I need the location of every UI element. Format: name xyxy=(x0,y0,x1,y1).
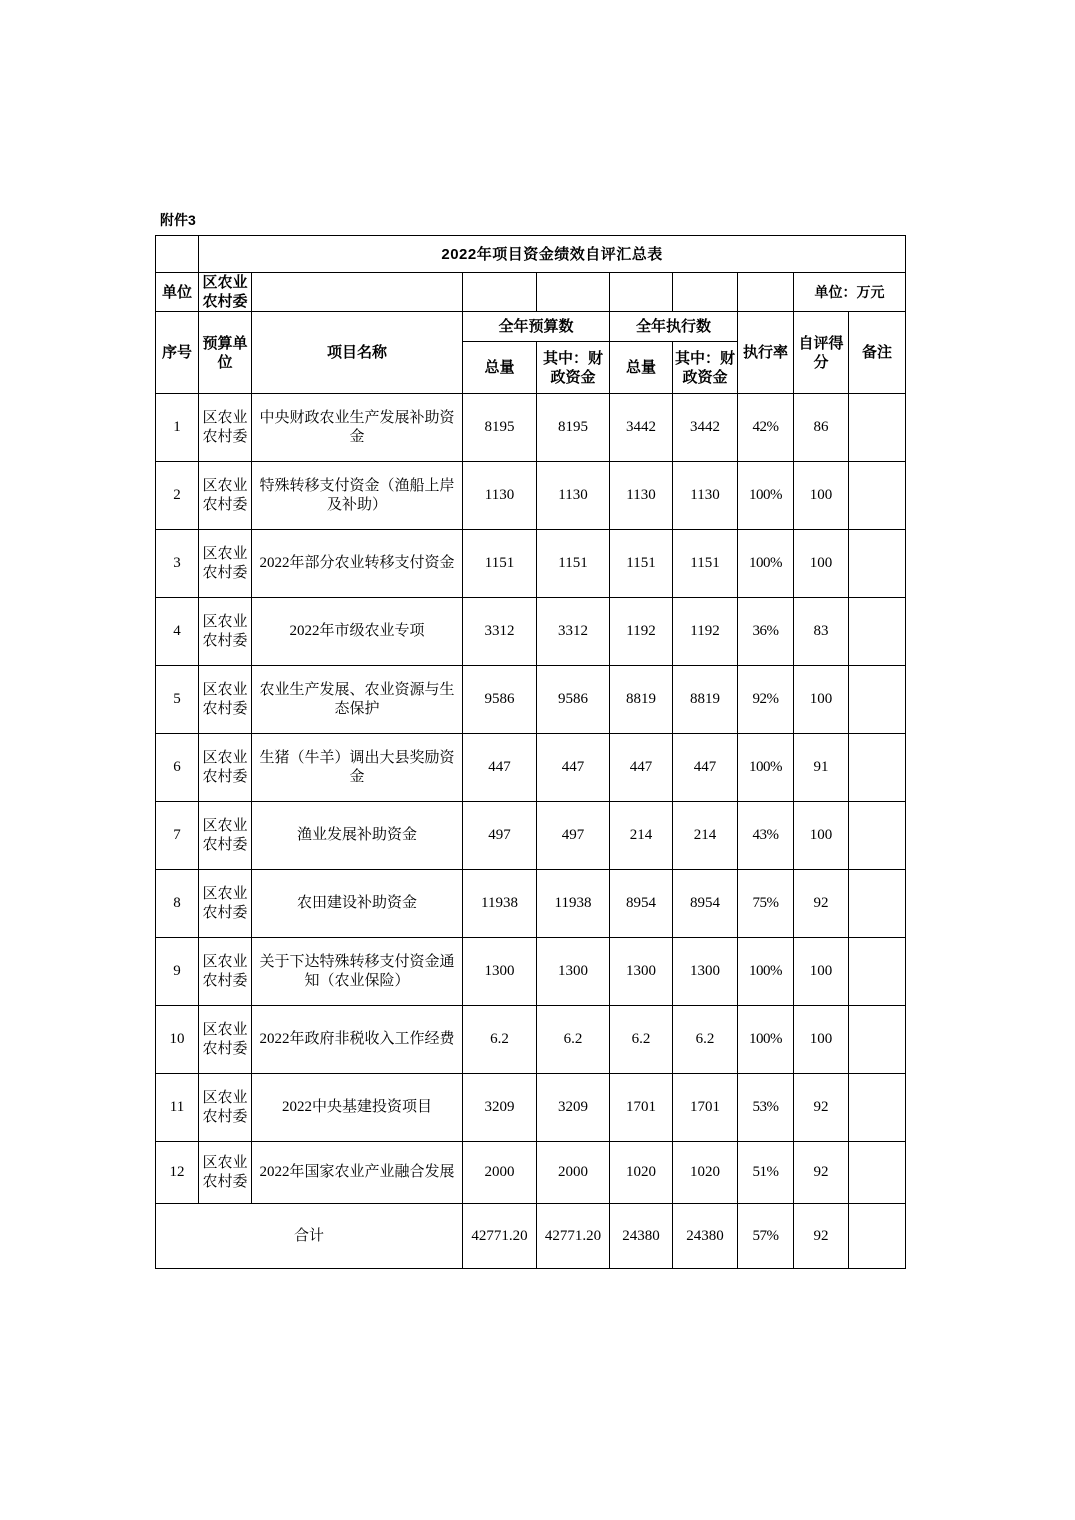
execution-rate-cell: 100% xyxy=(738,734,794,802)
total-exec-fiscal: 24380 xyxy=(673,1204,738,1269)
table-row xyxy=(156,666,906,734)
budget-total-cell: 1300 xyxy=(463,938,537,1006)
remark-cell xyxy=(849,666,906,734)
budget-fiscal-cell: 3209 xyxy=(537,1074,610,1142)
budget-unit-cell: 区农业农村委 xyxy=(199,462,252,530)
seq-cell: 4 xyxy=(156,598,199,666)
exec-fiscal-cell: 214 xyxy=(673,802,738,870)
table-row xyxy=(156,1006,906,1074)
budget-fiscal-cell: 497 xyxy=(537,802,610,870)
budget-fiscal-cell: 11938 xyxy=(537,870,610,938)
seq-cell: 3 xyxy=(156,530,199,598)
project-name-cell: 农田建设补助资金 xyxy=(252,870,463,938)
budget-unit-cell: 区农业农村委 xyxy=(199,666,252,734)
project-name-cell: 2022年国家农业产业融合发展 xyxy=(252,1142,463,1204)
header-budget-fiscal: 其中：财政资金 xyxy=(537,342,610,394)
currency-unit: 单位：万元 xyxy=(794,273,906,312)
header-budget-total: 总量 xyxy=(463,342,537,394)
exec-total-cell: 1701 xyxy=(610,1074,673,1142)
budget-total-cell: 3209 xyxy=(463,1074,537,1142)
budget-total-cell: 1151 xyxy=(463,530,537,598)
exec-total-cell: 1300 xyxy=(610,938,673,1006)
budget-fiscal-cell: 1151 xyxy=(537,530,610,598)
total-budget-fiscal: 42771.20 xyxy=(537,1204,610,1269)
execution-rate-cell: 100% xyxy=(738,462,794,530)
remark-cell xyxy=(849,802,906,870)
project-name-cell: 2022年政府非税收入工作经费 xyxy=(252,1006,463,1074)
title-blank-cell xyxy=(156,236,199,273)
execution-rate-cell: 100% xyxy=(738,1006,794,1074)
project-name-cell: 生猪（牛羊）调出大县奖励资金 xyxy=(252,734,463,802)
header-remarks: 备注 xyxy=(849,312,906,394)
total-label: 合计 xyxy=(156,1204,463,1269)
seq-cell: 9 xyxy=(156,938,199,1006)
budget-total-cell: 1130 xyxy=(463,462,537,530)
remark-cell xyxy=(849,394,906,462)
exec-total-cell: 3442 xyxy=(610,394,673,462)
budget-unit-cell: 区农业农村委 xyxy=(199,1142,252,1204)
remark-cell xyxy=(849,870,906,938)
execution-rate-cell: 43% xyxy=(738,802,794,870)
project-name-cell: 农业生产发展、农业资源与生态保护 xyxy=(252,666,463,734)
unit-name: 区农业农村委 xyxy=(199,273,252,312)
empty-cell xyxy=(252,273,463,312)
total-execution-rate: 57% xyxy=(738,1204,794,1269)
execution-rate-cell: 100% xyxy=(738,530,794,598)
header-exec-total: 总量 xyxy=(610,342,673,394)
budget-total-cell: 9586 xyxy=(463,666,537,734)
budget-fiscal-cell: 9586 xyxy=(537,666,610,734)
execution-rate-cell: 51% xyxy=(738,1142,794,1204)
table-row xyxy=(156,598,906,666)
budget-total-cell: 6.2 xyxy=(463,1006,537,1074)
remark-cell xyxy=(849,734,906,802)
self-score-cell: 92 xyxy=(794,1074,849,1142)
total-self-score: 92 xyxy=(794,1204,849,1269)
budget-total-cell: 11938 xyxy=(463,870,537,938)
budget-fiscal-cell: 1300 xyxy=(537,938,610,1006)
header-row xyxy=(156,312,906,342)
attachment-label: 附件3 xyxy=(160,212,196,228)
exec-total-cell: 214 xyxy=(610,802,673,870)
remark-cell xyxy=(849,1074,906,1142)
budget-total-cell: 2000 xyxy=(463,1142,537,1204)
remark-cell xyxy=(849,938,906,1006)
budget-unit-cell: 区农业农村委 xyxy=(199,938,252,1006)
table-row xyxy=(156,802,906,870)
budget-total-cell: 8195 xyxy=(463,394,537,462)
seq-cell: 8 xyxy=(156,870,199,938)
budget-fiscal-cell: 447 xyxy=(537,734,610,802)
total-row xyxy=(156,1204,906,1269)
exec-fiscal-cell: 3442 xyxy=(673,394,738,462)
project-name-cell: 中央财政农业生产发展补助资金 xyxy=(252,394,463,462)
exec-total-cell: 6.2 xyxy=(610,1006,673,1074)
exec-total-cell: 8954 xyxy=(610,870,673,938)
exec-fiscal-cell: 447 xyxy=(673,734,738,802)
budget-unit-cell: 区农业农村委 xyxy=(199,394,252,462)
header-seq: 序号 xyxy=(156,312,199,394)
execution-rate-cell: 42% xyxy=(738,394,794,462)
budget-total-cell: 497 xyxy=(463,802,537,870)
seq-cell: 12 xyxy=(156,1142,199,1204)
remark-cell xyxy=(849,530,906,598)
remark-cell xyxy=(849,1006,906,1074)
empty-cell xyxy=(738,273,794,312)
seq-cell: 11 xyxy=(156,1074,199,1142)
header-budget-unit: 预算单位 xyxy=(199,312,252,394)
exec-fiscal-cell: 8954 xyxy=(673,870,738,938)
exec-total-cell: 1192 xyxy=(610,598,673,666)
budget-fiscal-cell: 3312 xyxy=(537,598,610,666)
self-score-cell: 92 xyxy=(794,1142,849,1204)
header-annual-budget: 全年预算数 xyxy=(463,312,610,342)
table-row xyxy=(156,870,906,938)
table-row xyxy=(156,734,906,802)
exec-fiscal-cell: 1130 xyxy=(673,462,738,530)
remark-cell xyxy=(849,1142,906,1204)
empty-cell xyxy=(610,273,673,312)
empty-cell xyxy=(463,273,537,312)
exec-fiscal-cell: 1151 xyxy=(673,530,738,598)
budget-unit-cell: 区农业农村委 xyxy=(199,802,252,870)
execution-rate-cell: 36% xyxy=(738,598,794,666)
seq-cell: 2 xyxy=(156,462,199,530)
budget-total-cell: 3312 xyxy=(463,598,537,666)
exec-total-cell: 447 xyxy=(610,734,673,802)
table-row xyxy=(156,530,906,598)
table-row xyxy=(156,1074,906,1142)
project-name-cell: 2022中央基建投资项目 xyxy=(252,1074,463,1142)
exec-fiscal-cell: 1701 xyxy=(673,1074,738,1142)
budget-unit-cell: 区农业农村委 xyxy=(199,598,252,666)
self-score-cell: 100 xyxy=(794,802,849,870)
budget-unit-cell: 区农业农村委 xyxy=(199,734,252,802)
seq-cell: 5 xyxy=(156,666,199,734)
execution-rate-cell: 75% xyxy=(738,870,794,938)
unit-label: 单位 xyxy=(156,273,199,312)
self-score-cell: 100 xyxy=(794,938,849,1006)
header-execution-rate: 执行率 xyxy=(738,312,794,394)
exec-fiscal-cell: 1020 xyxy=(673,1142,738,1204)
budget-fiscal-cell: 2000 xyxy=(537,1142,610,1204)
self-score-cell: 100 xyxy=(794,666,849,734)
header-self-score: 自评得分 xyxy=(794,312,849,394)
execution-rate-cell: 100% xyxy=(738,938,794,1006)
budget-unit-cell: 区农业农村委 xyxy=(199,1006,252,1074)
table-row xyxy=(156,938,906,1006)
header-exec-fiscal: 其中：财政资金 xyxy=(673,342,738,394)
exec-fiscal-cell: 1192 xyxy=(673,598,738,666)
exec-total-cell: 1130 xyxy=(610,462,673,530)
project-name-cell: 特殊转移支付资金（渔船上岸及补助） xyxy=(252,462,463,530)
total-budget-total: 42771.20 xyxy=(463,1204,537,1269)
budget-fiscal-cell: 8195 xyxy=(537,394,610,462)
self-score-cell: 83 xyxy=(794,598,849,666)
empty-cell xyxy=(537,273,610,312)
seq-cell: 7 xyxy=(156,802,199,870)
empty-cell xyxy=(673,273,738,312)
title-row xyxy=(156,236,906,273)
self-score-cell: 91 xyxy=(794,734,849,802)
remark-cell xyxy=(849,598,906,666)
header-annual-execution: 全年执行数 xyxy=(610,312,738,342)
budget-fiscal-cell: 1130 xyxy=(537,462,610,530)
header-project-name: 项目名称 xyxy=(252,312,463,394)
project-name-cell: 关于下达特殊转移支付资金通知（农业保险） xyxy=(252,938,463,1006)
seq-cell: 1 xyxy=(156,394,199,462)
remark-cell xyxy=(849,462,906,530)
exec-fiscal-cell: 8819 xyxy=(673,666,738,734)
exec-fiscal-cell: 6.2 xyxy=(673,1006,738,1074)
self-score-cell: 100 xyxy=(794,530,849,598)
unit-row xyxy=(156,273,906,312)
project-name-cell: 2022年市级农业专项 xyxy=(252,598,463,666)
self-score-cell: 100 xyxy=(794,462,849,530)
execution-rate-cell: 53% xyxy=(738,1074,794,1142)
self-score-cell: 86 xyxy=(794,394,849,462)
budget-unit-cell: 区农业农村委 xyxy=(199,530,252,598)
budget-unit-cell: 区农业农村委 xyxy=(199,1074,252,1142)
performance-summary-table xyxy=(155,235,906,1269)
seq-cell: 10 xyxy=(156,1006,199,1074)
seq-cell: 6 xyxy=(156,734,199,802)
budget-fiscal-cell: 6.2 xyxy=(537,1006,610,1074)
execution-rate-cell: 92% xyxy=(738,666,794,734)
self-score-cell: 92 xyxy=(794,870,849,938)
exec-total-cell: 8819 xyxy=(610,666,673,734)
self-score-cell: 100 xyxy=(794,1006,849,1074)
project-name-cell: 2022年部分农业转移支付资金 xyxy=(252,530,463,598)
table-title: 2022年项目资金绩效自评汇总表 xyxy=(199,236,906,273)
total-remark-cell xyxy=(849,1204,906,1269)
table-row xyxy=(156,394,906,462)
budget-total-cell: 447 xyxy=(463,734,537,802)
table-row xyxy=(156,1142,906,1204)
exec-fiscal-cell: 1300 xyxy=(673,938,738,1006)
exec-total-cell: 1020 xyxy=(610,1142,673,1204)
total-exec-total: 24380 xyxy=(610,1204,673,1269)
exec-total-cell: 1151 xyxy=(610,530,673,598)
table-row xyxy=(156,462,906,530)
budget-unit-cell: 区农业农村委 xyxy=(199,870,252,938)
project-name-cell: 渔业发展补助资金 xyxy=(252,802,463,870)
